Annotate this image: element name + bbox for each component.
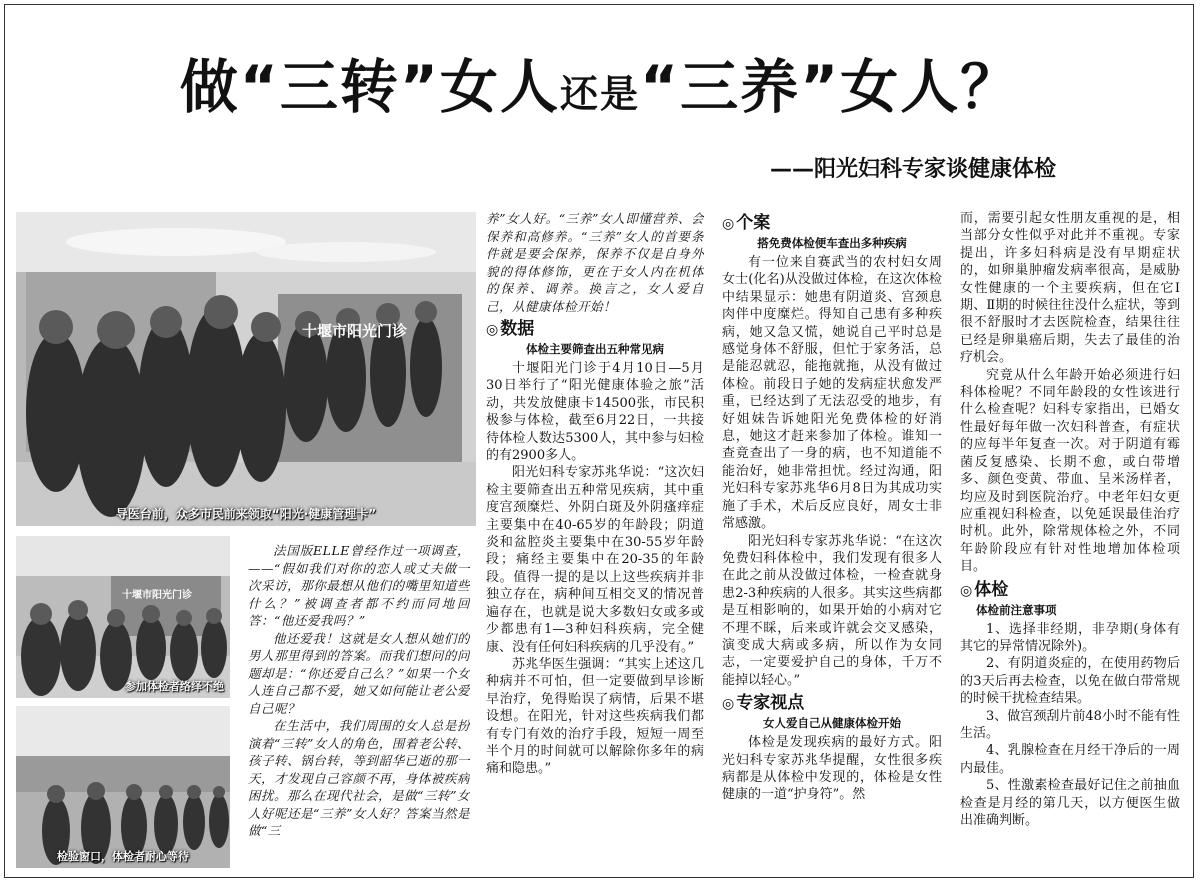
- photo-bottom-scene: [16, 706, 230, 868]
- column1-paragraph: 他还爱我！这就是女人想从她们的男人那里得到的答案。而我们想问的问题却是：“你还爱自己么？”如果一个女人连自己都不爱，她又如何能让老公爱自己呢？: [248, 630, 470, 716]
- section-subtitle: 搭免费体检便车查出多种疾病: [757, 236, 907, 250]
- section-heading-data: [486, 318, 704, 341]
- section-subtitle: 体检主要筛查出五种常见病: [526, 342, 664, 356]
- section-subtitle: 女人爱自己从健康体检开始: [763, 716, 901, 731]
- column1-paragraph: 在生活中，我们周围的女人总是扮演着“三转”女人的角色，围着老公转、孩子转、锅台转，等到韶华已逝的那一天，才发现自己容颜不再，身体被疾病困扰。那么在现代社会，是做“三转”女人好呢还是“三养”女人好？答案当然是做“三: [248, 718, 470, 838]
- section-bullet-icon: ◎: [486, 322, 499, 338]
- section-bullet-icon: ◎: [722, 216, 735, 232]
- checklist-item: 2、有阴道炎症的，在使用药物后的3天后再去检查，以免在做白带常规的时候干扰检查结果。: [960, 656, 1180, 707]
- section-bullet-icon: ◎: [722, 696, 735, 713]
- section-title: 专家视点: [736, 693, 805, 714]
- checklist-item: 5、性激素检查最好记住之前抽血检查是月经的第几天，以方便医生做出准确判断。: [960, 778, 1180, 828]
- column4-paragraph: 而，需要引起女性朋友重视的是，相当部分女性似乎对此并不重视。专家提出，许多妇科病是没有早期症状的，如卵巢肿瘤发病率很高，是威胁女性健康的一个主要疾病，但在它Ⅰ期、Ⅱ期的时候往往没什么症状，等到很不舒服时才去医院检查，结果往往已经是卵巢癌后期，失去了最佳的治疗机会。: [960, 211, 1180, 366]
- headline-part3: “三养”女人？: [640, 53, 1021, 121]
- photo-middle-caption: 参加体检者络绎不绝: [125, 680, 224, 693]
- column1-paragraph: 法国版ELLE曾经作过一项调查，——“假如我们对你的恋人或丈夫做一次采访，那你最想从他们的嘴里知道些什么？”被调查者都不约而同地回答：“他还爱我吗？”: [248, 543, 470, 628]
- section-subtitle: 体检前注意事项: [976, 602, 1057, 617]
- photo-main-scene: [16, 212, 476, 526]
- article-column-4: [960, 210, 1180, 874]
- section-heading-expert: [722, 692, 942, 715]
- photo-middle-scene: [16, 536, 230, 698]
- column2-paragraph: 阳光妇科专家苏兆华说：“这次妇检主要筛查出五种常见疾病，其中重度宫颈糜烂、外阴白斑及外阴瘙痒症主要集中在40-65岁的年龄段；阴道炎和盆腔炎主要集中在30-55岁年龄段；痛经主要集中在20-35的年龄段。值得一提的是以上这些疾病并非独立存在，病种间互相交叉的情况普遍存在，也就是说大多数妇女或多或少都患有1—3种妇科疾病，完全健康、没有任何妇科疾病的几乎没有。”: [486, 465, 704, 655]
- checklist-item: 3、做宫颈刮片前48小时不能有性生活。: [960, 708, 1180, 741]
- photo-main: [16, 212, 476, 526]
- column2-intro: 养”女人好。“三养”女人即懂营养、会保养和高修养。“三养”女人的首要条件就是要会保养，保养不仅是自身外貌的得体修饰，更在于女人内在机体的保养、调养。换言之，女人爱自己，从健康体检开始！: [486, 211, 704, 314]
- column2-paragraph: 苏兆华医生强调：“其实上述这几种病并不可怕，但一定要做到早诊断早治疗，免得贻误了病情，后果不堪设想。在阳光，针对这些疾病我们都有专门有效的治疗手段，短短一周至半个月的时间就可以解除你多年的病痛和隐患。”: [486, 656, 704, 777]
- column3-paragraph: 有一位来自赛武当的农村妇女周女士(化名)从没做过体检，在这次体检中结果显示：她患有阴道炎、宫颈息肉伴中度糜烂。得知自己患有多种疾病，她又急又慌，她说自己平时总是感觉身体不舒服，但忙于家务活，总是能忍就忍，能拖就拖，从没有做过体检。前段日子她的发病症状愈发严重，已经达到了无法忍受的地步，有好姐妹告诉她阳光免费体检的好消息，她这才赶来参加了体检。谁知一查竟查出了一身的病，也不知道能不能治好，她非常担忧。经过沟通，阳光妇科专家苏兆华6月8日为其成功实施了手术，术后反应良好，周女士非常感激。: [722, 255, 942, 532]
- column3-paragraph: 体检是发现疾病的最好方式。阳光妇科专家苏兆华提醒，女性很多疾病都是从体检中发现的，体检是女性健康的一道“护身符”。然: [722, 735, 942, 803]
- checklist-item: 4、乳腺检查在月经干净后的一周内最佳。: [960, 743, 1180, 776]
- section-heading-case: [722, 212, 942, 235]
- column2-paragraph: 十堰阳光门诊于4月10日—5月30日举行了“阳光健康体验之旅”活动，共发放健康卡14500张，市民积极参与体检，截至6月22日，一共接待体检人数达5300人，其中参与妇检的有2900多人。: [486, 361, 704, 464]
- column3-paragraph: 阳光妇科专家苏兆华说：“在这次免费妇科体检中，我们发现有很多人在此之前从没做过体检，一检查就身患2-3种疾病的人很多。其实这些病都是互相影响的，如果开始的小病对它不理不睬，后来或许就会交叉感染，演变成大病或多病，所以作为女同志，一定要爱护自己的身体，千万不能掉以轻心。”: [722, 533, 942, 688]
- headline-part1: 做“三转”女人: [179, 53, 560, 121]
- section-heading-checkup: [960, 579, 1180, 602]
- section-title: 体检: [974, 579, 1009, 600]
- photo-middle: [16, 536, 230, 698]
- article-column-3: [722, 212, 942, 874]
- headline-part2: 还是: [559, 72, 640, 116]
- clinic-sign-main: 十堰市阳光门诊: [302, 322, 408, 340]
- clinic-sign-middle: 十堰市阳光门诊: [122, 590, 192, 601]
- photo-main-caption: 导医台前，众多市民前来领取“阳光·健康管理卡”: [115, 507, 377, 521]
- section-title: 个案: [736, 213, 771, 233]
- photo-bottom: [16, 706, 230, 868]
- subheadline: ——阳光妇科专家谈健康体检: [770, 157, 1057, 182]
- article-column-1: [248, 542, 470, 870]
- checklist-item: 1、选择非经期，非孕期(身体有其它的异常情况除外)。: [960, 621, 1180, 654]
- photo-bottom-caption: 检验窗口，体检者耐心等待: [57, 850, 189, 863]
- section-bullet-icon: ◎: [960, 582, 973, 599]
- article-column-2: [486, 210, 704, 874]
- headline: [0, 52, 1200, 129]
- column4-paragraph: 究竟从什么年龄开始必须进行妇科体检呢？不同年龄段的女性该进行什么检查呢？妇科专家指出，已婚女性最好每年做一次妇科普查，有症状的应每半年复查一次。对于阴道有霉菌反复感染、长期不愈，或白带增多、颜色变黄、带血、呈米汤样者，均应及时到医院治疗。中老年妇女更应重视妇科检查，以免延误最佳治疗时机。此外，除常规体检之外，不同年龄阶段应有针对性地增加体检项目。: [960, 367, 1180, 575]
- section-title: 数据: [500, 319, 535, 339]
